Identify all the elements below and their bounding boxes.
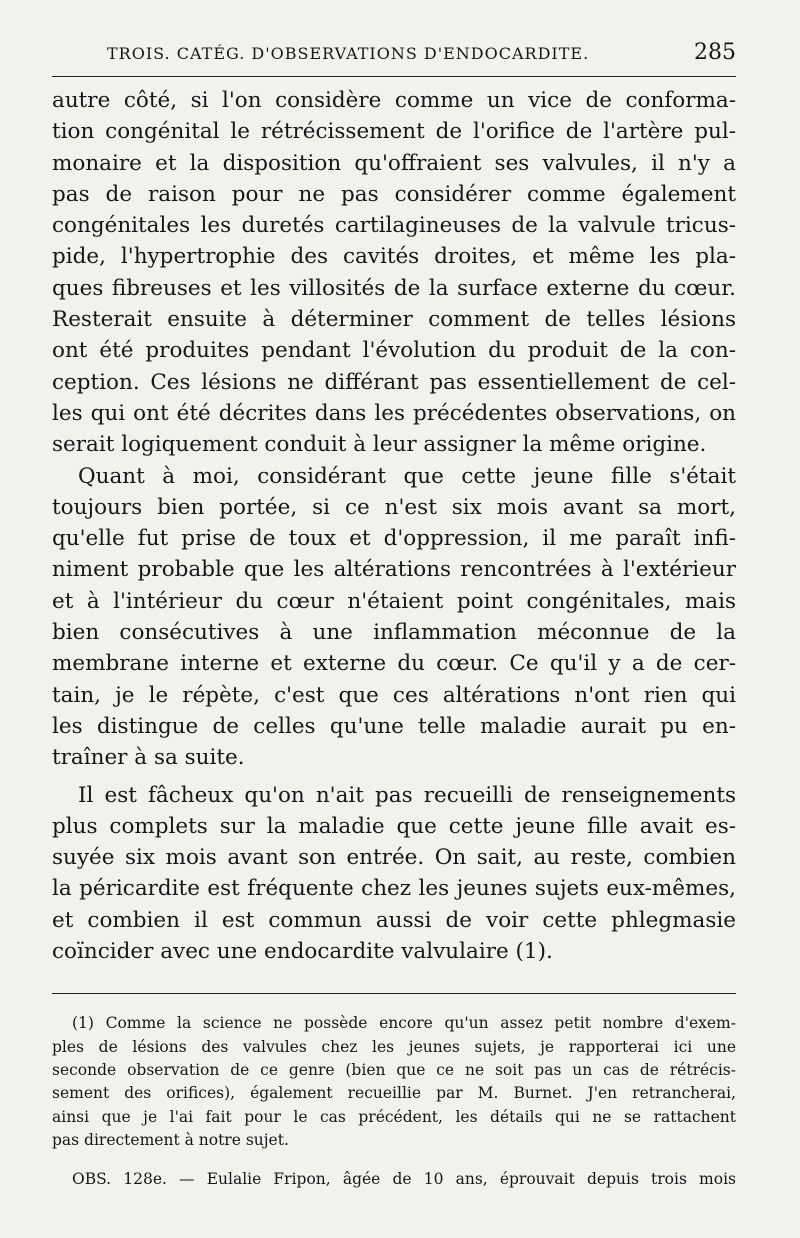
text-line: membrane interne et externe du cœur. Ce qu'il y a de cer-: [52, 651, 736, 677]
paragraph-2: [52, 461, 736, 774]
footnote-line: sement des orifices), également recueillie par M. Burnet. J'en retrancherai,: [52, 1084, 736, 1103]
text-line: Il est fâcheux qu'on n'ait pas recueilli de renseignements: [78, 782, 736, 808]
paragraph-1: [52, 85, 736, 461]
text-line: et à l'intérieur du cœur n'étaient point congénitales, mais: [52, 588, 736, 614]
text-line: pas de raison pour ne pas considérer comme également: [52, 181, 736, 207]
footnote-line: ples de lésions des valvules chez les jeunes sujets, je rapporterai ici une: [52, 1037, 736, 1056]
footnote-line: pas directement à notre sujet.: [52, 1130, 289, 1149]
text-line: la péricardite est fréquente chez les jeunes sujets eux-mêmes,: [52, 876, 736, 902]
text-line: ont été produites pendant l'évolution du produit de la con-: [52, 338, 736, 364]
footnote: [52, 1012, 736, 1152]
text-line: traîner à sa suite.: [52, 745, 245, 771]
text-line: ques fibreuses et les villosités de la surface externe du cœur.: [52, 275, 736, 301]
text-line: serait logiquement conduit à leur assigner la même origine.: [52, 432, 707, 458]
text-line: tain, je le répète, c'est que ces altérations n'ont rien qui: [52, 682, 736, 708]
text-line: autre côté, si l'on considère comme un vice de conforma-: [52, 88, 736, 113]
text-line: suyée six mois avant son entrée. On sait, au reste, combien: [52, 845, 736, 871]
text-line: pide, l'hypertrophie des cavités droites, et même les pla-: [52, 244, 736, 270]
text-line: toujours bien portée, si ce n'est six mois avant sa mort,: [52, 494, 736, 520]
book-page: [52, 40, 736, 1190]
observation-start: [52, 1168, 736, 1190]
footnote-line: ainsi que je l'ai fait pour le cas précédent, les détails qui ne se rattachent: [52, 1107, 736, 1126]
text-line: les distingue de celles qu'une telle maladie aurait pu en-: [52, 713, 736, 739]
text-line: les qui ont été décrites dans les précédentes observations, on: [52, 400, 736, 426]
text-line: congénitales les duretés cartilagineuses de la valvule tricus-: [52, 213, 736, 239]
text-line: monaire et la disposition qu'offraient ses valvules, il n'y a: [52, 150, 736, 176]
text-line: tion congénital le rétrécissement de l'orifice de l'artère pul-: [52, 119, 736, 145]
paragraph-3: [52, 780, 736, 968]
footnote-divider: [52, 993, 736, 994]
text-line: bien consécutives à une inflammation méconnue de la: [52, 620, 736, 646]
observation-line: OBS. 128e. — Eulalie Fripon, âgée de 10 ans, éprouvait depuis trois mois: [72, 1170, 736, 1189]
text-line: Resterait ensuite à déterminer comment de telles lésions: [52, 307, 736, 333]
text-line: Quant à moi, considérant que cette jeune fille s'était: [78, 463, 736, 489]
main-text: [52, 85, 736, 967]
text-line: et combien il est commun aussi de voir cette phlegmasie: [52, 907, 736, 933]
text-line: plus complets sur la maladie que cette jeune fille avait es-: [52, 813, 736, 839]
text-line: niment probable que les altérations rencontrées à l'extérieur: [52, 557, 736, 583]
footnote-line: (1) Comme la science ne possède encore qu'un assez petit nombre d'exem-: [72, 1014, 736, 1033]
running-title: TROIS. CATÉG. D'OBSERVATIONS D'ENDOCARDITE.: [107, 44, 590, 63]
text-line: coïncider avec une endocardite valvulaire (1).: [52, 939, 553, 965]
page-number: 285: [694, 40, 736, 65]
page-header: [52, 40, 736, 77]
footnote-line: seconde observation de ce genre (bien que ce ne soit pas un cas de rétrécis-: [52, 1060, 736, 1079]
text-line: ception. Ces lésions ne différant pas essentiellement de cel-: [52, 369, 736, 395]
text-line: qu'elle fut prise de toux et d'oppression, il me paraît infi-: [52, 526, 736, 552]
